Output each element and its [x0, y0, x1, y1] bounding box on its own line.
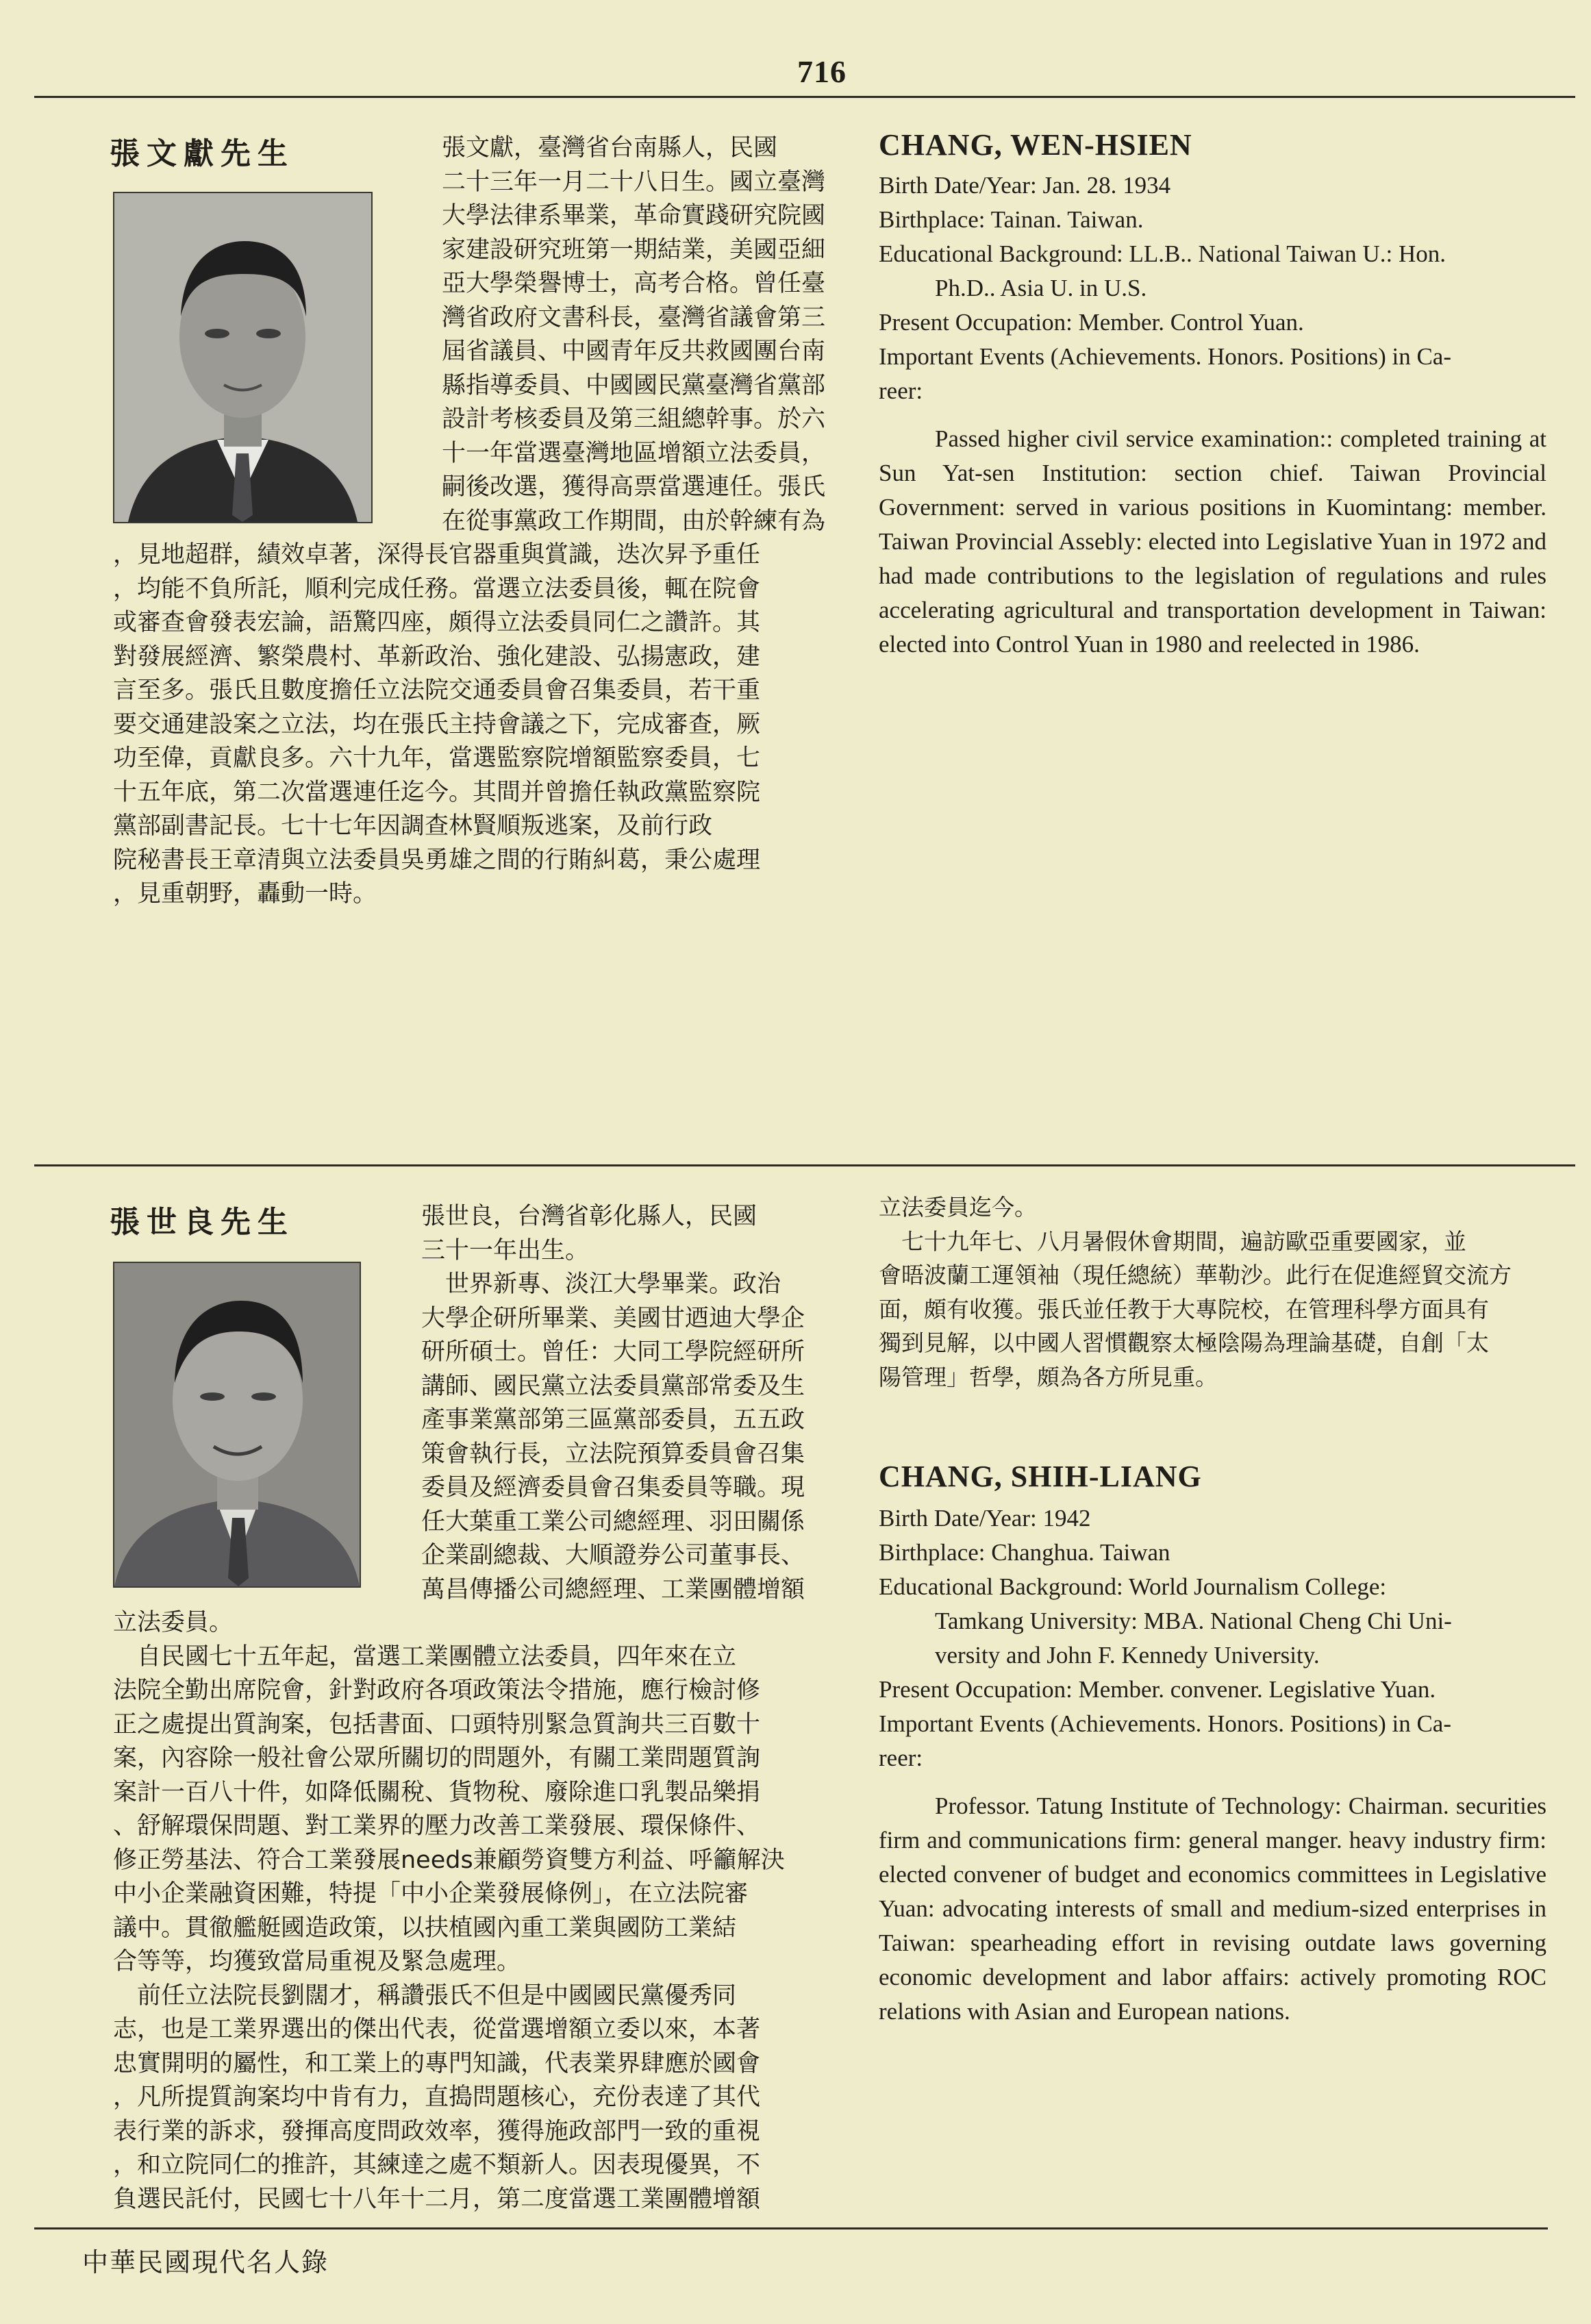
middle-rule [34, 1164, 1575, 1166]
entry1-chinese-name: 張文獻先生 [110, 136, 295, 171]
entry2-chinese-bio-bottom: 立法委員。 自民國七十五年起，當選工業團體立法委員，四年來在立 法院全勤出席院會，針對政府各項政策法令措施，應行檢討修 正之處提出質詢案，包括書面、口頭特別緊急質詢共三百數十 案，內容除一般社會公眾所關切的問題外，有關工業問題質詢 案計一百八十件，如降低關稅、貨物稅、廢除進口乳製品樂捐 、舒解環保問題、對工業界的壓力改善工業發展、環保條件、 修正勞基法、符合工業發展needs兼顧勞資雙方利益、呼籲解決 中小企業融資困難，特提「中小企業發展條例」，在立法院審 議中。貫徹艦艇國造政策，以扶植國內重工業與國防工業結 合等等，均獲致當局重視及緊急處理。 前任立法院長劉闊才，稱讚張氏不但是中國國民黨優秀同 志，也是工業界選出的傑出代表，從當選增額立委以來，本著 忠實開明的屬性，和工業上的專門知識，代表業界肆應於國會 ，凡所提質詢案均中肯有力，直搗問題核心，充份表達了其代 表行業的訴求，發揮高度問政效率，獲得施政部門一致的重視 ，和立院同仁的推許，其練達之處不類新人。因表現優異，不 負選民託付，民國七十八年十二月，第二度當選工業團體增額 [113, 1609, 785, 2213]
entry2-occupation: Present Occupation: Member. convener. Legislative Yuan. [879, 1676, 1436, 1703]
entry2-events-heading: Important Events (Achievements. Honors. Positions) in Ca- [879, 1710, 1451, 1737]
entry2-events-heading-cont: reer: [879, 1745, 923, 1771]
entry2-chinese-name: 張世良先生 [110, 1205, 295, 1240]
entry2-education-cont2: versity and John F. Kennedy University. [935, 1642, 1320, 1669]
entry2-english-name: CHANG, SHIH-LIANG [879, 1460, 1202, 1493]
entry2-birthplace: Birthplace: Changhua. Taiwan [879, 1539, 1170, 1566]
entry2-birth-date: Birth Date/Year: 1942 [879, 1505, 1091, 1532]
entry1-birth-date: Birth Date/Year: Jan. 28. 1934 [879, 172, 1171, 199]
entry2-education-cont: Tamkang University: MBA. National Cheng Chi Uni- [935, 1608, 1452, 1634]
entry2-chinese-bio-top: 張世良，台灣省彰化縣人，民國 三十一年出生。 世界新專、淡江大學畢業。政治 大學企研所畢業、美國甘迺迪大學企 研所碩士。曾任：大同工學院經研所 講師、國民黨立法委員黨部常委及生 產事業黨部第三區黨部委員，五五政 策會執行長，立法院預算委員會召集 委員及經濟委員會召集委員等職。現 任大葉重工業公司總經理、羽田關係 企業副總裁、大順證券公司董事長、 萬昌傳播公司總經理、工業團體增額 [421, 1203, 805, 1603]
page-number: 716 [797, 54, 847, 89]
entry1-birthplace: Birthplace: Tainan. Taiwan. [879, 206, 1144, 233]
entry2-events-paragraph: Professor. Tatung Institute of Technology: Chairman. securities firm and communications firm: general manger. heavy industry firm: elected convener of budget and economics committees in Legislative Yuan: advocating interests of small and medium-sized enterprises in Taiwan: spearheading effort in revising outdate laws governing economic development and labor affairs: actively promoting ROC relations with Asian and European nations. [879, 1792, 1546, 2025]
entry1-english-name: CHANG, WEN-HSIEN [879, 128, 1192, 162]
entry1-events-heading: Important Events (Achievements. Honors. Positions) in Ca- [879, 343, 1451, 370]
entry1-education-cont: Ph.D.. Asia U. in U.S. [935, 275, 1147, 301]
top-rule [34, 96, 1575, 98]
entry1-portrait-photo [113, 192, 373, 523]
footer-book-title: 中華民國現代名人錄 [82, 2247, 329, 2277]
entry2-education: Educational Background: World Journalism College: [879, 1573, 1387, 1600]
entry2-portrait-photo [113, 1262, 361, 1588]
entry1-english-bio [879, 168, 1546, 662]
entry1-events-paragraph: Passed higher civil service examination:: completed training at Sun Yat-sen Institution: section chief. Taiwan Provincial Government: served in various positions in Kuomintang: member. Taiwan Provincial Assebly: elected into Legislative Yuan in 1972 and had made contributions to the legislation of regulations and rules accelerating agricultural and transportation development in Taiwan: elected into Control Yuan in 1980 and reelected in 1986. [879, 425, 1546, 658]
entry2-english-bio [879, 1501, 1546, 2029]
showthrough-decoration [879, 777, 902, 812]
entry2-chinese-bio-continued: 立法委員迄今。 七十九年七、八月暑假休會期間，遍訪歐亞重要國家，並 會晤波蘭工運領袖（現任總統）華勒沙。此行在促進經貿交流方 面，頗有收獲。張氏並任教于大專院校，在管理科學方面具有 獨到見解，以中國人習慣觀察太極陰陽為理論基礎，自創「太 陽管理」哲學，頗為各方所見重。 [879, 1194, 1512, 1390]
entry1-education: Educational Background: LL.B.. National Taiwan U.: Hon. [879, 240, 1446, 267]
bottom-rule [34, 2227, 1548, 2229]
entry1-chinese-bio-top: 張文獻，臺灣省台南縣人，民國 二十三年一月二十八日生。國立臺灣 大學法律系畢業，革命實踐研究院國 家建設研究班第一期結業，美國亞細 亞大學榮譽博士，高考合格。曾任臺 灣省政府文書科長，臺灣省議會第三 屆省議員、中國青年反共救國團台南 縣指導委員、中國國民黨臺灣省黨部 設計考核委員及第三組總幹事。於六 十一年當選臺灣地區增額立法委員， 嗣後改選，獲得高票當選連任。張氏 在從事黨政工作期間，由於幹練有為 [442, 134, 826, 535]
entry1-chinese-bio-bottom: ，見地超群，績效卓著，深得長官器重與賞識，迭次昇予重任 ，均能不負所託，順利完成任務。當選立法委員後，輒在院會 或審查會發表宏論，語驚四座，頗得立法委員同仁之讚許。其 對發展經濟、繁榮農村、革新政治、強化建設、弘揚憲政，建 言至多。張氏且數度擔任立法院交通委員會召集委員，若干重 要交通建設案之立法，均在張氏主持會議之下，完成審查，厥 功至偉，貢獻良多。六十九年，當選監察院增額監察委員，七 十五年底，第二次當選連任迄今。其間并曾擔任執政黨監察院 黨部副書記長。七十七年因調查林賢順叛逃案，及前行政 院秘書長王章清與立法委員吳勇雄之間的行賄糾葛，秉公處理 ，見重朝野，轟動一時。 [113, 541, 761, 908]
entry1-events-heading-cont: reer: [879, 377, 923, 404]
entry1-occupation: Present Occupation: Member. Control Yuan. [879, 309, 1304, 336]
